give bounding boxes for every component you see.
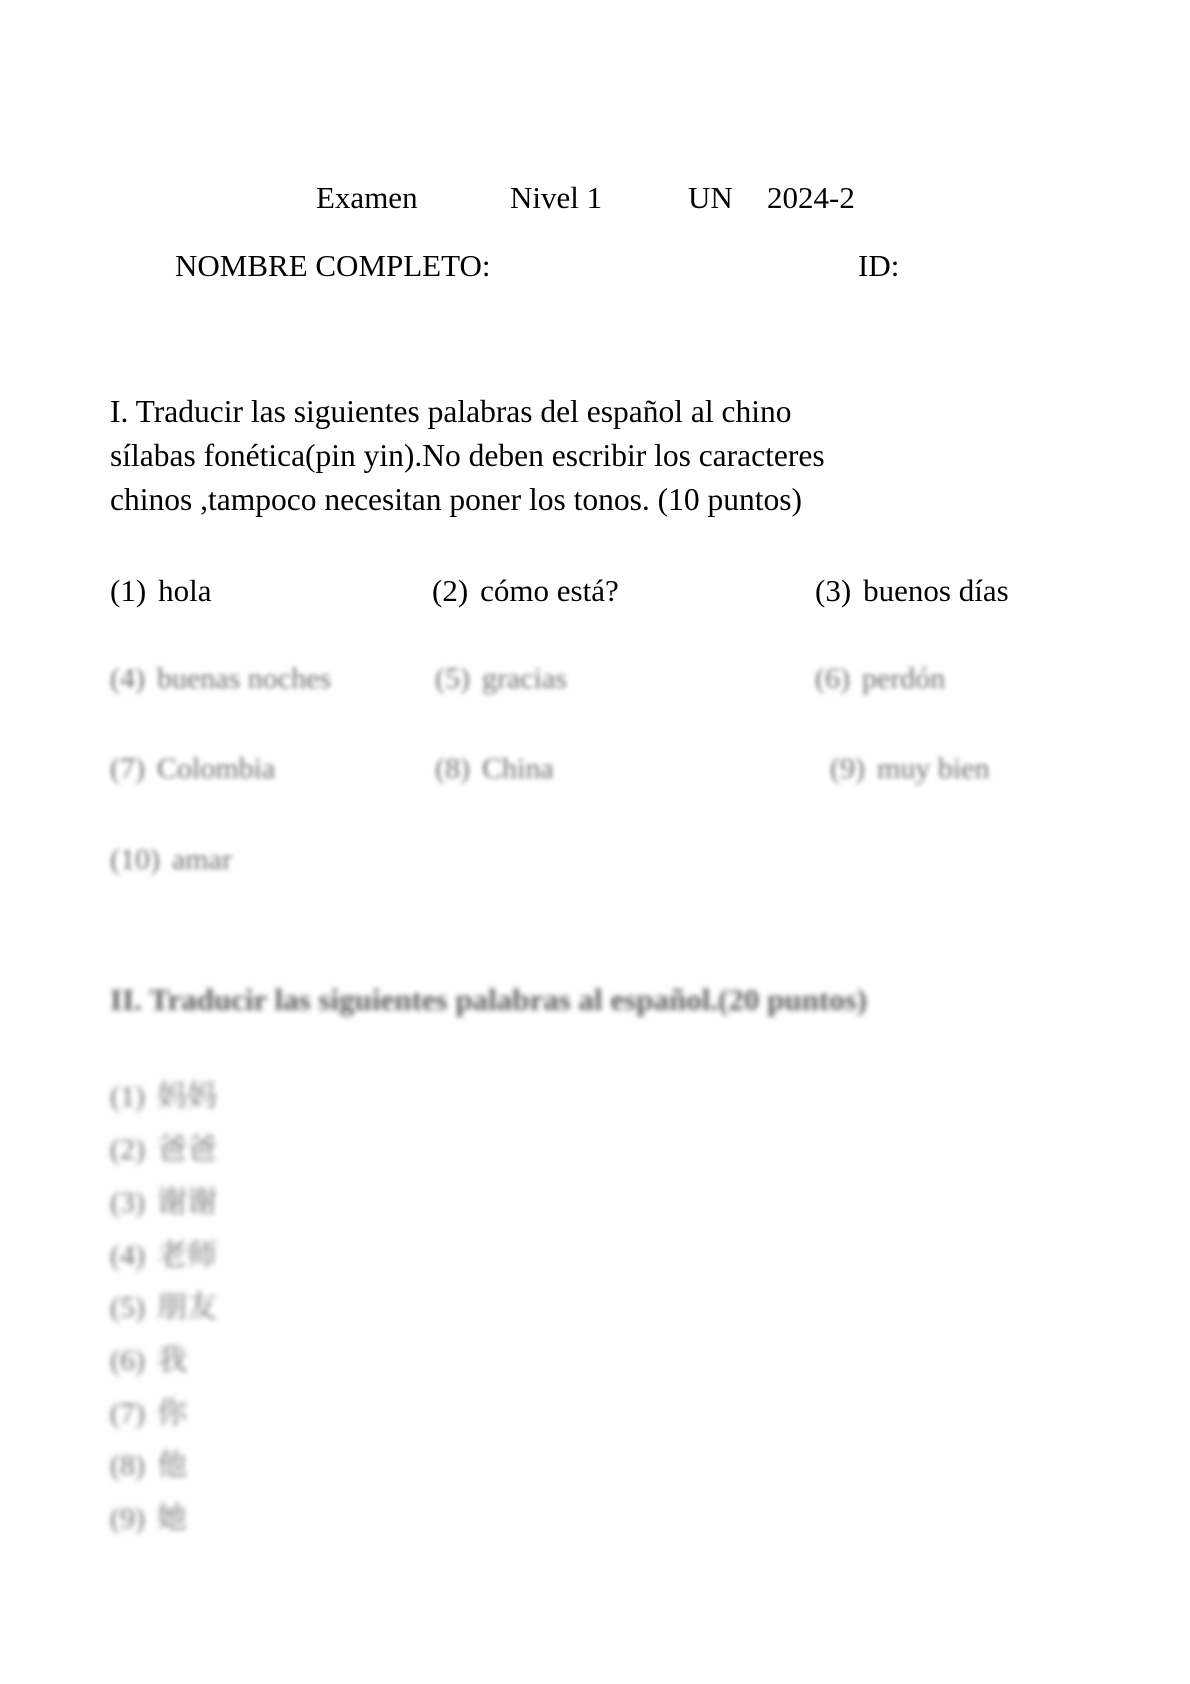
item-number: (1) [110, 1080, 145, 1113]
item-number: (8) [110, 1449, 145, 1482]
item-text-chinese: 爸爸 [156, 1133, 217, 1166]
section2-item-7 [110, 1397, 187, 1432]
item-number: (5) [110, 1291, 145, 1324]
item-number: (6) [110, 1344, 145, 1377]
item-text: gracias [481, 662, 567, 695]
exam-title-word: Examen [316, 180, 418, 215]
section1-item-10 [110, 843, 232, 878]
item-number: (2) [110, 1133, 145, 1166]
item-text: Colombia [156, 752, 276, 785]
item-number: (9) [110, 1502, 145, 1535]
item-number: (7) [110, 1397, 145, 1430]
item-text: perdón [861, 662, 946, 695]
item-text-chinese: 我 [156, 1344, 187, 1377]
section1-instructions-line3: chinos ,tampoco necesitan poner los tonos. (10 puntos) [110, 482, 803, 517]
item-number: (5) [435, 662, 470, 695]
section2-item-9 [110, 1502, 187, 1537]
section2-item-2 [110, 1133, 217, 1168]
section1-item-4 [110, 662, 331, 697]
section1-item-8 [435, 752, 554, 787]
item-text-chinese: 她 [156, 1502, 187, 1535]
section1-instructions-line1: I. Traducir las siguientes palabras del español al chino [110, 394, 792, 429]
item-number: (2) [432, 573, 469, 608]
item-text: muy bien [876, 752, 990, 785]
section2-item-4 [110, 1239, 217, 1274]
exam-institution: UN [688, 180, 733, 215]
item-number: (10) [110, 843, 160, 876]
item-text-chinese: 谢谢 [156, 1186, 217, 1219]
item-number: (3) [815, 573, 852, 608]
section2-instructions: II. Traducir las siguientes palabras al español.(20 puntos) [110, 982, 868, 1017]
item-number: (1) [110, 573, 147, 608]
item-number: (4) [110, 662, 145, 695]
section1-item-2 [432, 573, 619, 609]
section1-item-5 [435, 662, 567, 697]
section2-item-3 [110, 1186, 217, 1221]
item-number: (7) [110, 752, 145, 785]
section2-item-5 [110, 1291, 217, 1326]
item-number: (6) [815, 662, 850, 695]
item-text: buenas noches [156, 662, 332, 695]
section2-item-6 [110, 1344, 187, 1379]
item-text-chinese: 老师 [156, 1239, 217, 1272]
item-number: (3) [110, 1186, 145, 1219]
exam-term: 2024-2 [767, 180, 855, 215]
section1-item-6 [815, 662, 945, 697]
section1-item-7 [110, 752, 275, 787]
item-text: amar [171, 843, 232, 876]
section1-instructions-line2: sílabas fonética(pin yin).No deben escribir los caracteres [110, 438, 825, 473]
item-text: China [481, 752, 554, 785]
exam-level: Nivel 1 [510, 180, 603, 215]
item-text-chinese: 朋友 [156, 1291, 217, 1324]
section1-item-3 [815, 573, 1009, 609]
section2-item-1 [110, 1080, 217, 1115]
item-text-chinese: 你 [156, 1397, 187, 1430]
item-text-chinese: 妈妈 [156, 1080, 217, 1113]
section1-item-1 [110, 573, 212, 609]
item-number: (8) [435, 752, 470, 785]
item-text: hola [158, 573, 212, 608]
item-text: buenos días [863, 573, 1009, 608]
item-number: (4) [110, 1239, 145, 1272]
section1-item-9 [830, 752, 989, 787]
item-text-chinese: 他 [156, 1449, 187, 1482]
section2-item-8 [110, 1449, 187, 1484]
full-name-label: NOMBRE COMPLETO: [175, 248, 491, 283]
item-number: (9) [830, 752, 865, 785]
id-label: ID: [858, 248, 900, 283]
item-text: cómo está? [480, 573, 619, 608]
